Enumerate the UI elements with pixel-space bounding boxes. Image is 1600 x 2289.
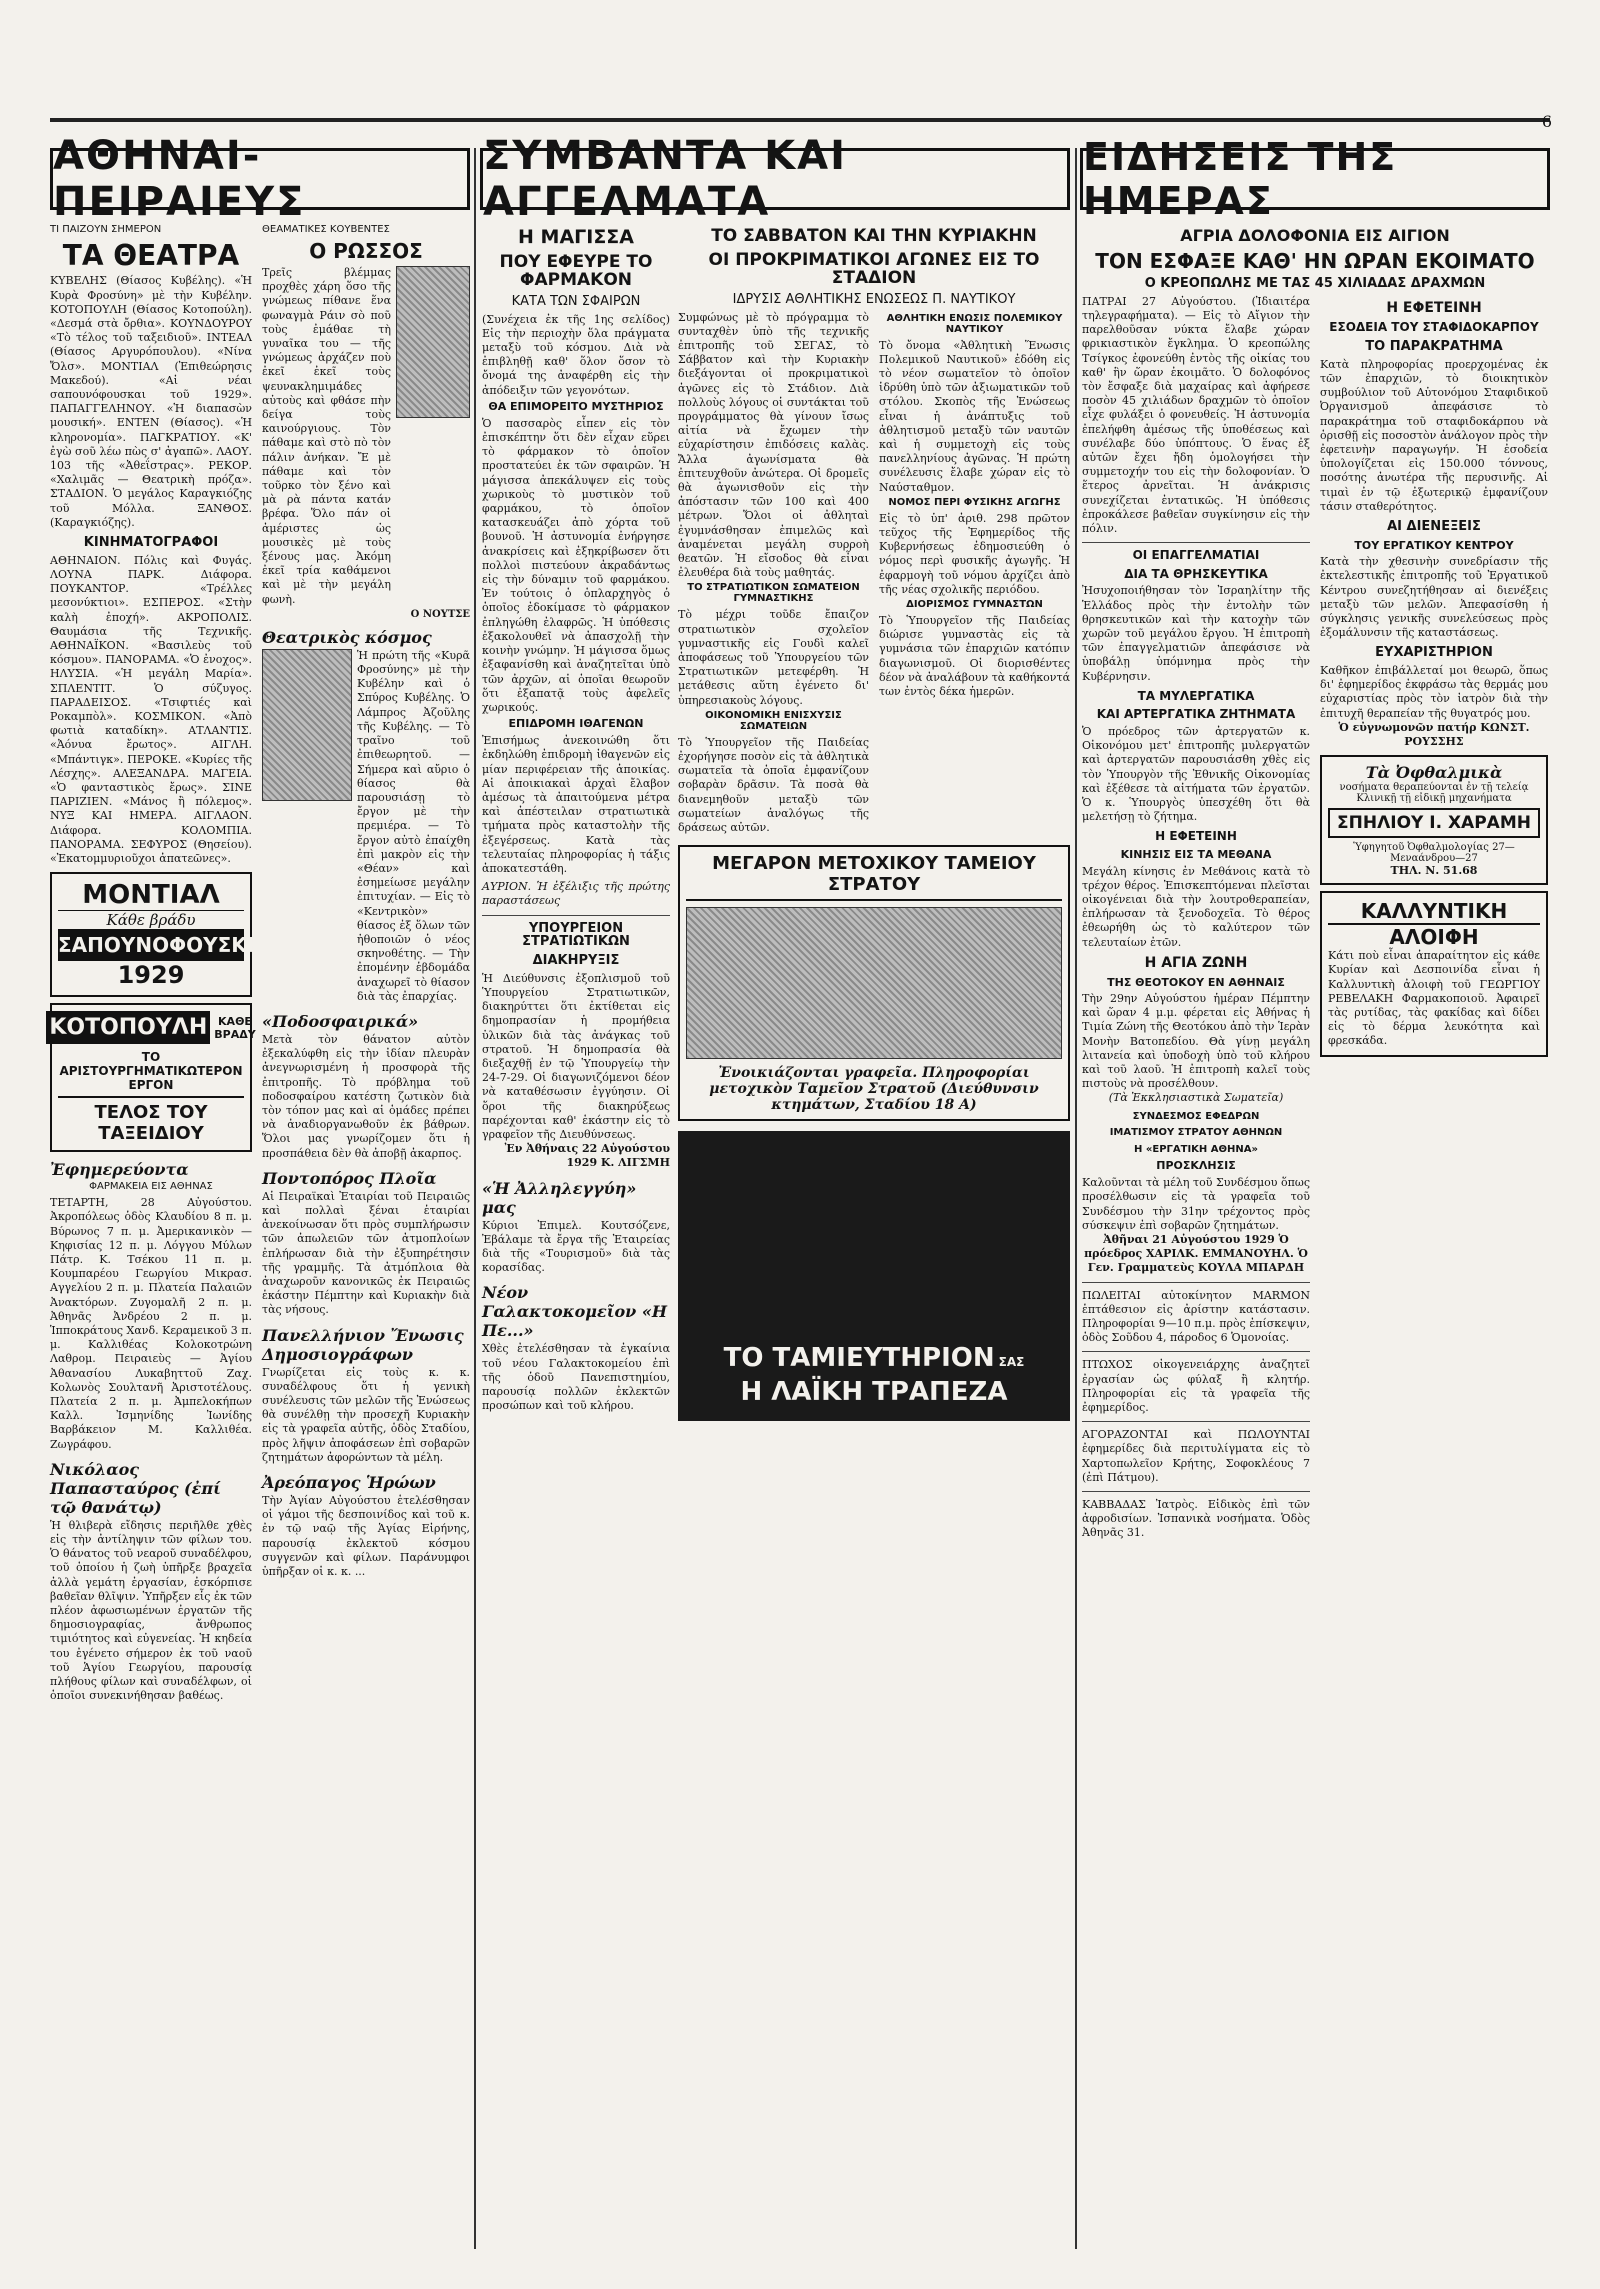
- holy-belt-signature: (Τὰ Ἐκκλησιαστικὰ Σωματεῖα): [1108, 1091, 1284, 1105]
- subhead-cinemas: ΚΙΝΗΜΑΤΟΓΡΑΦΟΙ: [83, 535, 219, 551]
- headline-reservists: ΣΥΝΔΕΣΜΟΣ ΕΦΕΔΡΩΝ: [1132, 1110, 1260, 1122]
- ad-kotopouli-when: ΚΑΘΕ ΒΡΑΔΥ: [214, 1014, 256, 1041]
- headline-holy-belt: Η ΑΓΙΑ ΖΩΝΗ: [1144, 954, 1248, 971]
- headline-mill-workers-line2: ΚΑΙ ΑΡΤΕΡΓΑΤΙΚΑ ΖΗΤΗΜΑΤΑ: [1096, 707, 1296, 722]
- ad-savings-bank: [678, 1131, 1070, 1421]
- column-news: [1082, 222, 1548, 2249]
- ad-army-fund-building: [678, 845, 1070, 1121]
- obituary-text: Ἡ θλιβερὰ εἴδησις περιῆλθε χθὲς εἰς τὴν ἀντίληψιν τῶν φίλων του. Ὁ θάνατος τοῦ νεαροῦ συναδέλφου, τοῦ ὁποίου ἡ ζωὴ ὑπῆρξε βραχεῖα ἀλλὰ γεμάτη ἐργασίαν, ἐσκόρπισε βαθεῖαν θλῖψιν. Ὑπῆρξεν εἷς ἐκ τῶν πλέον ἀφωσιωμένων ἐργατῶν τῆς δημοσιογραφίας, ἄνθρωπος τιμιότητος καὶ εὐγενείας. Ἡ κηδεία του ἐγένετο σήμερον ἐκ τοῦ ναοῦ τοῦ Ἁγίου Γεωργίου, παρουσίᾳ πλήθους φίλων καὶ συναδέλφων, οἱ ὁποῖοι συνεκινήθησαν βαθέως.: [50, 1518, 252, 1703]
- column-rule: [474, 148, 476, 2249]
- headline-ministry: ΥΠΟΥΡΓΕΙΟΝ ΣΤΡΑΤΙΩΤΙΚΩΝ: [522, 920, 630, 950]
- top-rule: [50, 118, 1550, 122]
- divider: [482, 915, 670, 916]
- military-gym-text: Τὸ μέχρι τοῦδε ἔπαιζον στρατιωτικὸν σχολεῖον γυμναστικῆς εἰς Γουδὶ καλεῖ ἀποφάσεως τοῦ Ὑπουργείου τῶν Στρατιωτικῶν μετεφέρθη. Ἡ μετάθεσις αὕτη ἐγένετο δι' ὑπηρεσιακοὺς λόγους.: [678, 608, 869, 707]
- ad-cosmetic-text: Κάτι ποὺ εἶναι ἀπαραίτητον εἰς κάθε Κυρίαν καὶ Δεσποινίδα εἶναι ἡ Καλλυντικὴ ἀλοιφὴ τοῦ ΓΕΩΡΓΙΟΥ ΡΕΒΕΛΑΚΗ Φαρμακοποιοῦ. Ἀφαιρεῖ τὰς ρυτίδας, τὰς φακίδας καὶ δίδει εἰς τὸ δέρμα λευκότητα καὶ φρεσκάδα.: [1328, 949, 1540, 1048]
- proclamation-signature: Ἐν Ἀθήναις 22 Αὐγούστου 1929 Κ. ΛΙΓΣΜΗ: [504, 1142, 670, 1170]
- weddings-text: Τὴν Ἀγίαν Αὐγούστου ἑτελέσθησαν οἱ γάμοι τῆς δεσποινίδος καὶ τοῦ κ. ἐν τῷ ναῷ τῆς Ἁγίας Εἰρήνης, παρουσίᾳ ἐκλεκτοῦ κόσμου συγγενῶν καὶ φίλων. Παράνυμφοι ὑπῆρξαν οἱ κ. κ. ...: [262, 1494, 470, 1579]
- column-theatre-talk: [262, 222, 470, 2249]
- headline-sports-line2: ΟΙ ΠΡΟΚΡΙΜΑΤΙΚΟΙ ΑΓΩΝΕΣ ΕΙΣ ΤΟ ΣΤΑΔΙΟΝ: [708, 249, 1040, 288]
- raisin-text: Κατὰ πληροφορίας προερχομένας ἐκ τῶν ἐπαρχιῶν, τὸ διοικητικὸν συμβούλιον τοῦ Αὐτονόμου Σταφιδικοῦ Ὀργανισμοῦ ἀπεφάσισε τὸ παρακράτημα τοῦ σταφιδοκάρπου νὰ ὁρισθῇ εἰς ποσοστὸν ἀνάλογον πρὸς τὴν ἐφετεινὴν παραγωγήν. Ἡ ἐσοδεία ὑπολογίζεται εἰς 150.000 τόννους, ποσότης ἀνωτέρα τῆς περυσινῆς. Αἱ τιμαὶ ἐν τῷ ἐξωτερικῷ ἐμφανίζουν τάσιν σταθερότητος.: [1320, 357, 1548, 513]
- ad-montial: [50, 872, 275, 997]
- divider: [1082, 1421, 1310, 1422]
- section-obituary: Νικόλαος Παπασταύρος (ἐπί τῷ θανάτῳ): [50, 1459, 221, 1517]
- pharmacies-text: ΤΕΤΑΡΤΗ, 28 Αὐγούστου. Ἀκροπόλεως ὁδὸς Κλαυδίου 8 π. μ. Βύρωνος 7 π. μ. Ἀμερικανικὸν — Κηφισίας 12 π. μ. Λόγγου Μύλων Πάτρ. Κ. Τσέκου 11 π. μ. Κουμπαρέου Γεωργίου Μικρασ. Αγγελίου 2 π. μ. Πλατεία Παλαιῶν Ἀνακτόρων. Ζυγομαλῆ 2 π. μ. Ἀθηνᾶς Ἀνδρέου 2 π. μ. Ἱπποκράτους Χανδ. Κεραμεικοῦ 3 π. μ. Καλλιθέας Κολοκοτρώνη Λαθρομ. Πειραιεὺς — Ἀγίου Ἀθανασίου Λυκαβηττοῦ Ζαχ. Κολωνὸς Σουλτανῆ Ἀριστοτέλους. Πλατεία 2 π. μ. Ἀμπελοκήπων Καλλ. Ἰσμηνίδης Ἰωνίδης Βαρβάκειον Μ. Καλλιθέα. Ζωγράφου.: [50, 1196, 252, 1451]
- masthead-events-announcements: ΣΥΜΒΑΝΤΑ ΚΑΙ ΑΓΓΕΛΜΑΤΑ: [480, 148, 1070, 210]
- funding-text: Τὸ Ὑπουργεῖον τῆς Παιδείας ἐχορήγησε ποσὸν εἰς τὰ ἀθλητικὰ σωματεῖα τὰ ὁποῖα ἐμφανίζουν σοβαρὰν δρᾶσιν. Τὰ ποσὰ θὰ διανεμηθοῦν μεταξὺ τῶν σωματείων ἀναλόγως τῆς δράσεως αὐτῶν.: [678, 735, 869, 835]
- ad-kotopouli: [49, 1003, 256, 1152]
- ad-eye-clinic-phone: ΤΗΛ. Ν. 51.68: [1390, 864, 1478, 878]
- subhead-funding: ΟΙΚΟΝΟΜΙΚΗ ΕΝΙΣΧΥΣΙΣ ΣΩΜΑΤΕΙΩΝ: [705, 709, 842, 732]
- headline-reservists-line3: Η «ΕΡΓΑΤΙΚΗ ΑΘΗΝΑ»: [1134, 1143, 1258, 1155]
- headline-witch-line2: ΠΟΥ ΕΦΕΥΡΕ ΤΟ ΦΑΡΜΑΚΟΝ: [499, 251, 653, 290]
- holy-belt-text: Τὴν 29ην Αὐγούστου ἡμέραν Πέμπτην καὶ ὥραν 4 μ.μ. φέρεται εἰς Ἀθήνας ἡ Τιμία Ζώνη τῆς Θεοτόκου ἀπὸ τὴν Ἱερὰν Μονὴν Βατοπεδίου. Θὰ γίνῃ μεγάλη λιτανεία καὶ ὑποδοχὴ ὑπὸ τοῦ κλήρου καὶ τοῦ λαοῦ. Ἡ ἐπιτροπὴ καλεῖ τοὺς πιστοὺς νὰ προσέλθουν.: [1082, 992, 1310, 1091]
- building-engraving-image: [686, 907, 1062, 1059]
- headline-witch-line3: ΚΑΤΑ ΤΩΝ ΣΦΑΙΡΩΝ: [511, 293, 641, 309]
- solidarity-text: Κύριοι Ἐπιμελ. Κουτσόζενε, Ἐβάλαμε τὰ ἔργα τῆς Ἐταιρείας διὰ τῆς «Τουρισμοῦ» διὰ τὰς κορασίδας.: [482, 1218, 670, 1275]
- ad-eye-clinic: [1320, 755, 1548, 885]
- tomorrow-note: ΑΥΡΙΟΝ. Ἡ ἐξέλιξις τῆς πρώτης παραστάσεως: [482, 880, 670, 908]
- ships-text: Αἱ Πειραϊκαὶ Ἐταιρίαι τοῦ Πειραιῶς καὶ πολλαὶ ξέναι ἑταιρίαι ἀνεκοίνωσαν ὅτι πρὸς συμπλήρωσιν τῶν ἀπωλειῶν τῶν ἀτμοπλοίων ἐπλήρωσαν διὰ τὴν ἐξυπηρέτησιν τῆς γραμμῆς. Τὰ ἀτμόπλοια θὰ ἀναχωροῦν κανονικῶς ἐκ Πειραιῶς ἑκάστην Πέμπτην καὶ Κυριακὴν διὰ τὰς νήσους.: [262, 1189, 470, 1317]
- divider: [1082, 1282, 1310, 1283]
- headline-professionals: ΟΙ ΕΠΑΓΓΕΛΜΑΤΙΑΙ: [1132, 548, 1260, 563]
- theatre-world-text: Ἡ πρώτη τῆς «Κυρᾶ Φροσύνης» μὲ τὴν Κυβέλην καὶ ὁ Σπύρος Κυβέλης. Ὁ Λάμπρος Ἀζοῦλης τῆς Κυβέλης. — Τὸ τραῖνο τοῦ ἐπιθεωρητοῦ. — Σήμερα καὶ αὔριο ὁ θίασος θὰ παρουσιάσῃ τὸ ἔργον μὲ τὴν πρεμιέρα. — Τὸ ἔργον αὐτὸ ἐπαίχθη ἐπὶ μακρὸν εἰς τὴν «Θέαν» καὶ ἐσημείωσε μεγάλην ἐπιτυχίαν. — Εἰς τὸ «Κεντρικὸν» θίασος ἐξ ὅλων τῶν ἡθοποιῶν ὁ νέος σκηνοθέτης. — Τὴν ἐπομένην ἑβδομάδα ἀναχωρεῖ τὸ θίασον διὰ τὰς ἐπαρχίας.: [357, 648, 470, 1003]
- subhead-invitation: ΠΡΟΣΚΛΗΣΙΣ: [1156, 1159, 1236, 1173]
- dairy-text: Χθὲς ἐτελέσθησαν τὰ ἐγκαίνια τοῦ νέου Γαλακτοκομείου ἐπὶ τῆς ὁδοῦ Πανεπιστημίου, παρουσίᾳ πολλῶν ἐκλεκτῶν προσώπων καὶ τοῦ κλήρου.: [482, 1342, 670, 1413]
- divider: [1082, 1491, 1310, 1492]
- column-witch: [482, 222, 670, 2249]
- navy-union-text: Τὸ ὄνομα «Ἀθλητικὴ Ἕνωσις Πολεμικοῦ Ναυτικοῦ» ἐδόθη εἰς τὸ νέον σωματεῖον τὸ ὁποῖον ἱδρύθη ὑπὸ τῶν ἀξιωματικῶν τοῦ στόλου. Σκοπὸς τῆς Ἑνώσεως εἶναι ἡ ἀνάπτυξις τοῦ ἀθλητισμοῦ μεταξὺ τῶν ναυτῶν καὶ ἡ συμμετοχὴ εἰς τοὺς πανελληνίους ἀγῶνας. Ἡ πρώτη συνέλευσις ἔλαβε χώραν εἰς τὸ Ναύσταθμον.: [879, 338, 1070, 494]
- ad-cosmetic-title-line2: ΑΛΟΙΦΗ: [1389, 925, 1479, 950]
- invitation-text: Καλοῦνται τὰ μέλη τοῦ Συνδέσμου ὅπως προσέλθωσιν εἰς τὰ γραφεῖα τοῦ Συνδέσμου τὴν 31ην τρέχοντος πρὸς σύσκεψιν ἐπὶ σοβαρῶν ζητημάτων.: [1082, 1176, 1310, 1232]
- headline-murder: ΑΓΡΙΑ ΔΟΛΟΦΟΝΙΑ ΕΙΣ ΑΙΓΙΟΝ: [1180, 226, 1450, 245]
- column-sports: [678, 222, 1070, 2249]
- classified-car: ΠΩΛΕΙΤΑΙ αὐτοκίνητον MARMON ἑπτάθεσιον εἰς ἀρίστην κατάστασιν. Πληροφορίαι 9—10 π.μ. πρὸς ἐπίσκεψιν, ὁδὸς Σοῦδου 4, πάροδος 6 Ὁμονοίας.: [1082, 1288, 1310, 1345]
- proclamation-text: Ἡ Διεύθυνσις ἐξοπλισμοῦ τοῦ Ὑπουργείου Στρατιωτικῶν, διακηρύττει ὅτι ἐκτίθεται εἰς δημοπρασίαν ἡ προμήθεια ὑλικῶν διὰ τὰς ἀνάγκας τοῦ στρατοῦ. Ἡ δημοπρασία θὰ διεξαχθῇ ἐν τῷ Ὑπουργείῳ τὴν 24-7-29. Οἱ διαγωνιζόμενοι δέον νὰ καταθέσωσιν ἐγγύησιν. Οἱ ὅροι τῆς διακηρύξεως παρέχονται καθ' ἑκάστην εἰς τὸ γραφεῖον τῆς Διευθύνσεως.: [482, 971, 670, 1142]
- section-weddings: Ἀρεόπαγος Ἡρώων: [262, 1473, 436, 1493]
- byline: Ο ΝΟΥΤΣΕ: [410, 608, 470, 620]
- section-ships: Ποντοπόρος Πλοῖα: [262, 1168, 437, 1188]
- headline-labor-disputes: ΑΙ ΔΙΕΝΕΞΕΙΣ: [1387, 518, 1481, 534]
- headline-o-rossos: Ο ΡΩΣΣΟΣ: [309, 239, 423, 263]
- ad-savings-bankname: Η ΛΑΪΚΗ ΤΡΑΠΕΖΑ: [740, 1377, 1008, 1408]
- headline-thanks: ΕΥΧΑΡΙΣΤΗΡΙΟΝ: [1375, 645, 1493, 661]
- thanks-signature: Ὁ εὐγνωμονῶν πατήρ ΚΩΝΣΤ. ΡΟΥΣΣΗΣ: [1338, 720, 1530, 749]
- ad-eye-clinic-text: νοσήματα θεραπεύονται ἐν τῇ τελείᾳ Κλινικῇ τῇ εἰδικῇ μηχανήματα: [1339, 782, 1529, 805]
- murder-text: ΠΑΤΡΑΙ 27 Αὐγούστου. (Ἰδιαιτέρα τηλεγραφήματα). — Εἰς τὸ Αἴγιον τὴν παρελθοῦσαν νύκτα ἔλαβε χώραν φρικιαστικὸν ἔγκλημα. Ὁ κρεοπώλης Τσίγκος ἐφονεύθη ἐντὸς τῆς οἰκίας του καθ' ἣν ὥραν ἐκοιμᾶτο. Ὁ δολοφόνος τὸν ἔσφαξε διὰ μαχαίρας καὶ ἀφήρεσε ποσὸν 45 χιλιάδων δραχμῶν τὸ ὁποῖον εἶχε φυλάξει ὁ φονευθείς. Ἡ ἀστυνομία ἐπελήφθη ἀμέσως τῆς ὑποθέσεως καὶ συνέλαβε δύο ὑπόπτους. Ὁ ἕνας ἐξ αὐτῶν ἔχει ἤδη ὁμολογήσει τὴν συμμετοχήν του εἰς τὴν δολοφονίαν. Ὁ ἕτερος ἀρνεῖται. Ἡ ἀνάκρισις συνεχίζεται ἐντατικῶς. Ἡ ὑπόθεσις ἐπροκάλεσε βαθεῖαν συγκίνησιν εἰς τὴν πόλιν.: [1082, 294, 1310, 536]
- ad-savings-title: ΤΟ ΤΑΜΙΕΥΤΗΡΙΟΝ: [723, 1343, 995, 1374]
- invitation-signature: Ἀθῆναι 21 Αὐγούστου 1929 Ὁ πρόεδρος ΧΑΡΙΛΚ. ΕΜΜΑΝΟΥΗΛ. Ὁ Γεν. Γραμματεὺς ΚΟΥΛΑ ΜΠΑΡΔΗ: [1084, 1233, 1308, 1275]
- gym-teachers-text: Τὸ Ὑπουργεῖον τῆς Παιδείας διώρισε γυμναστὰς εἰς τὰ γυμνάσια τῶν ἐπαρχιῶν κατόπιν διαγωνισμοῦ. Οἱ διορισθέντες δέον νὰ ἀναλάβουν τὰ καθήκοντά των ἐντὸς δέκα ἡμερῶν.: [879, 613, 1070, 698]
- subhead-mystery: ΘΑ ΕΠΙΜΟΡΕΙΤΟ ΜΥΣΤΗΡΙΟΣ: [488, 399, 664, 413]
- section-dairy: Νέον Γαλακτοκομεῖον «Η Πε...»: [482, 1283, 667, 1341]
- witch-intro-text: (Συνέχεια ἐκ τῆς 1ης σελίδος) Εἰς τὴν περιοχὴν ὅλα πράγματα μεταξὺ τοῦ κόσμου. Διὰ νὰ ἐπιβληθῇ καθ' ὅλον ὅσον τὸ ὄνομά της ἀναφέρθη εἰς τὴν ἀπόδειξιν τῶν γεγονότων.: [482, 312, 670, 397]
- ad-kotopouli-name: ΚΟΤΟΠΟΥΛΗ: [46, 1011, 210, 1044]
- section-theatre-world: Θεατρικὸς κόσμος: [262, 627, 432, 647]
- section-kicker: ΤΙ ΠΑΙΖΟΥΝ ΣΗΜΕΡΟΝ: [50, 224, 162, 235]
- ad-eye-clinic-headline: Τὰ Ὀφθαλμικὰ: [1365, 763, 1503, 783]
- ad-montial-title: ΜΟΝΤΙΑΛ: [58, 880, 244, 911]
- headline-witch: Η ΜΑΓΙΣΣΑ: [518, 226, 634, 248]
- subhead-navy-union: ΑΘΛΗΤΙΚΗ ΕΝΩΣΙΣ ΠΟΛΕΜΙΚΟΥ ΝΑΥΤΙΚΟΥ: [886, 312, 1063, 335]
- subhead-pharmacies: ΦΑΡΜΑΚΕΙΑ ΕΙΣ ΑΘΗΝΑΣ: [89, 1181, 213, 1193]
- masthead-news-of-the-day: ΕΙΔΗΣΕΙΣ ΤΗΣ ΗΜΕΡΑΣ: [1080, 148, 1550, 210]
- ad-army-fund-caption: Ἐνοικιάζονται γραφεῖα. Πληροφορίαι μετοχικὸν Ταμεῖον Στρατοῦ (Διεύθυνσιν κτημάτων, Σταδίου 18 Α): [709, 1065, 1039, 1114]
- divider: [1082, 542, 1310, 543]
- section-on-duty: Ἐφημερεύοντα: [50, 1160, 189, 1180]
- divider: [1082, 1351, 1310, 1352]
- headline-reservists-line2: ΙΜΑΤΙΣΜΟΥ ΣΤΡΑΤΟΥ ΑΘΗΝΩΝ: [1109, 1127, 1283, 1139]
- masthead-athens-piraeus: ΑΘΗΝΑΙ-ΠΕΙΡΑΙΕΥΣ: [50, 148, 470, 210]
- ad-montial-subtitle: Κάθε βράδυ: [106, 911, 196, 930]
- headline-professionals-line2: ΔΙΑ ΤΑ ΘΡΗΣΚΕΥΤΙΚΑ: [1124, 566, 1268, 581]
- portrait-sketch-image: [262, 649, 352, 801]
- ad-savings-your: ΣΑΣ: [998, 1355, 1025, 1370]
- ad-cosmetic-ointment: [1320, 891, 1548, 1056]
- physical-education-text: Εἰς τὸ ὑπ' ἀριθ. 298 πρῶτον τεῦχος τῆς Ἐφημερίδος τῆς Κυβερνήσεως ἐδημοσιεύθη ὁ νόμος περὶ φυσικῆς ἀγωγῆς. Ἡ ἐφαρμογὴ τοῦ νόμου ἀρχίζει ἀπὸ τῆς νέας σχολικῆς περιόδου.: [879, 511, 1070, 596]
- section-football: «Ποδοσφαιρικά»: [262, 1011, 419, 1031]
- ad-cosmetic-title: ΚΑΛΛΥΝΤΙΚΗ: [1328, 899, 1540, 925]
- subhead-gym-teachers: ΔΙΟΡΙΣΜΟΣ ΓΥΜΝΑΣΤΩΝ: [906, 598, 1043, 610]
- headline-holy-belt-line2: ΤΗΣ ΘΕΟΤΟΚΟΥ ΕΝ ΑΘΗΝΑΙΣ: [1107, 975, 1285, 989]
- witch-body-text: Ὁ πασσαρὸς εἶπεν εἰς τὸν ἐπισκέπτην ὅτι δὲν εἶχαν εὕρει τὸ φάρμακον τὸ ὁποῖον προστατεύει ἐκ τῶν σφαιρῶν. Ἡ μάγισσα ἀπεκάλυψεν εἰς τοὺς χωρικοὺς τὸ μυστικὸν τοῦ φαρμάκου, τὸ ὁποῖον κατασκευάζει ἀπὸ χόρτα τοῦ βουνοῦ. Ἡ ἀστυνομία ἐνήργησε ἀνακρίσεις καὶ ἐξηκρίβωσεν ὅτι πολλοὶ πιστεύουν ἀκραδάντως εἰς τὴν δύναμιν τοῦ φαρμάκου. Ἐν τούτοις ὁ ὁπλαρχηγὸς ὁ ὁποῖος ἐδοκίμασε τὸ φάρμακον ἐπληγώθη ἐλαφρῶς. Ἡ ὑπόθεσις ἐξακολουθεῖ νὰ ἀπασχολῇ τὴν κοινὴν γνώμην. Ἡ μάγισσα ὅμως ἐξαφανίσθη καὶ ἀναζητεῖται ὑπὸ τῶν ἀρχῶν, αἱ ὁποῖαι θεωροῦν ὅτι ἐξαπατᾷ τοὺς ἀφελεῖς χωρικούς.: [482, 416, 670, 714]
- subhead-raid: ΕΠΙΔΡΟΜΗ ΙΘΑΓΕΝΩΝ: [508, 717, 644, 731]
- professionals-text: Ἠσυχοποιήθησαν τὸν Ἰσραηλίτην τῆς Ἑλλάδος πρὸς τὴν ἐντολὴν τῶν θρησκευτικῶν καὶ τὴν κατοχὴν τῶν χωρῶν τοῦ μεγάλου ἔργου. Ἡ ἐπιτροπὴ τῶν ἐπαγγελματιῶν ἀπεφάσισε νὰ ὑποβάλῃ ὑπόμνημα πρὸς τὴν Κυβέρνησιν.: [1082, 584, 1310, 683]
- headline-mill-workers: ΤΑ ΜΥΛΕΡΓΑΤΙΚΑ: [1137, 688, 1255, 703]
- ad-army-fund-title: ΜΕΓΑΡΟΝ ΜΕΤΟΧΙΚΟΥ ΤΑΜΕΙΟΥ ΣΤΡΑΤΟΥ: [686, 853, 1062, 901]
- section-kicker: ΘΕΑΜΑΤΙΚΕΣ ΚΟΥΒΕΝΤΕΣ: [262, 224, 390, 235]
- headline-murder-line3: Ο ΚΡΕΟΠΩΛΗΣ ΜΕ ΤΑΣ 45 ΧΙΛΙΑΔΑΣ ΔΡΑΧΜΩΝ: [1144, 275, 1486, 291]
- headline-theatres: ΤΑ ΘΕΑΤΡΑ: [62, 239, 240, 272]
- headline-sports: ΤΟ ΣΑΒΒΑΤΟΝ ΚΑΙ ΤΗΝ ΚΥΡΙΑΚΗΝ: [711, 226, 1037, 246]
- ad-kotopouli-tagline: ΤΟ ΑΡΙΣΤΟΥΡΓΗΜΑΤΙΚΩΤΕΡΟΝ ΕΡΓΟΝ: [59, 1050, 243, 1093]
- section-journalists-union: Πανελλήνιον Ἔνωσις Δημοσιογράφων: [262, 1325, 464, 1364]
- sports-text: Συμφώνως μὲ τὸ πρόγραμμα τὸ συνταχθὲν ὑπὸ τῆς τεχνικῆς ἐπιτροπῆς τοῦ ΣΕΓΑΣ, τὸ Σάββατον καὶ τὴν Κυριακὴν διεξάγονται οἱ προκριματικοὶ ἀγῶνες εἰς τὸ Στάδιον. Διὰ πολλοὺς λόγους οἱ συντάκται τοῦ προγράμματος θὰ γίνουν ἴσως αἰτία νὰ ἔχωμεν τὴν εὐχαρίστησιν ἐπιδόσεις καλὰς. Ἄλλα ἀγωνίσματα θὰ ἐπιτευχθοῦν ἀνώτερα. Οἱ δρομεῖς θὰ ἀγωνισθοῦν εἰς τὴν ἀπόστασιν τῶν 100 καὶ 400 μέτρων. Ὅλοι οἱ ἀθληταὶ ἐγυμνάσθησαν ἐπιμελῶς καὶ ἀναμένεται μεγάλη συρροὴ θεατῶν. Ἡ εἴσοδος θὰ εἶναι ἐλευθέρα διὰ τοὺς μαθητάς.: [678, 310, 869, 580]
- ad-eye-clinic-doctor: ΣΠΗΛΙΟΥ Ι. ΧΑΡΑΜΗ: [1328, 808, 1540, 838]
- mill-workers-text: Ὁ πρόεδρος τῶν ἀρτεργατῶν κ. Οἰκονόμου μετ' ἐπιτροπῆς μυλεργατῶν καὶ ἀρτεργατῶν παρουσιάσθη χθὲς εἰς τὸν Ὑπουργὸν τῆς Ἐθνικῆς Οἰκονομίας καὶ ἐξέθεσε τὰ αἰτήματα τῶν ἐργατῶν. Ὁ κ. Ὑπουργὸς ὑπεσχέθη ὅτι θὰ μελετήσῃ τὸ ζήτημα.: [1082, 725, 1310, 824]
- classified-doctor: ΚΑΒΒΑΔΑΣ Ἰατρὸς. Εἰδικὸς ἐπὶ τῶν ἀφροδισίων. Ἰσπανικὰ νοσήματα. Ὁδὸς Ἀθηνᾶς 31.: [1082, 1498, 1310, 1540]
- subhead-physical-education: ΝΟΜΟΣ ΠΕΡΙ ΦΥΣΙΚΗΣ ΑΓΩΓΗΣ: [888, 496, 1061, 508]
- labor-disputes-text: Κατὰ τὴν χθεσινὴν συνεδρίασιν τῆς ἐκτελεστικῆς ἐπιτροπῆς τοῦ Ἐργατικοῦ Κέντρου συνεζητήθησαν αἱ διενέξεις μεταξὺ τῶν μελῶν. Ἀπεφασίσθη ἡ σύγκλησις γενικῆς συνελεύσεως πρὸς ἐξομάλυνσιν τῆς καταστάσεως.: [1320, 555, 1548, 640]
- headline-raisin-line2: ΕΣΟΔΕΙΑ ΤΟΥ ΣΤΑΦΙΔΟΚΑΡΠΟΥ: [1329, 320, 1539, 335]
- headline-methana: Η ΕΦΕΤΕΙΝΗ: [1155, 829, 1237, 844]
- ad-eye-clinic-address: Ὑφηγητοῦ Ὀφθαλμολογίας 27—Μεναάνδρου—27: [1353, 842, 1515, 865]
- ad-montial-show: ΣΑΠΟΥΝΟΦΟΥΣΚΕΣ: [58, 929, 244, 961]
- page-number: 6: [1541, 112, 1552, 131]
- headline-murder-line2: ΤΟΝ ΕΣΦΑΞΕ ΚΑΘ' ΗΝ ΩΡΑΝ ΕΚΟΙΜΑΤΟ: [1095, 248, 1535, 273]
- headline-sports-line3: ΙΔΡΥΣΙΣ ΑΘΛΗΤΙΚΗΣ ΕΝΩΣΕΩΣ Π. ΝΑΥΤΙΚΟΥ: [732, 291, 1016, 307]
- headline-raisin: Η ΕΦΕΤΕΙΝΗ: [1386, 299, 1482, 316]
- football-text: Μετὰ τὸν θάνατον αὐτὸν ἐξεκαλύφθη εἰς τὴν ἰδίαν πλευρὰν ἀνεγνωρισμένη ἡ προσφορὰ τῆς ἐπιτροπῆς. Τὸ πρόβλημα τοῦ ποδοσφαίρου κατέστη ζωτικὸν διὰ τὸν τόπον μας καὶ αἱ ὁμάδες πρέπει νὰ ἀναδιοργανωθοῦν ἐκ βάθρων. Ὅλοι μας γνωρίζομεν ὅτι ἡ προσπάθεια δὲν θὰ ἀποβῇ ἀκαρπος.: [262, 1032, 470, 1160]
- o-rossos-text: Τρεῖς βλέμμας προχθὲς χάρη ὅσο τῆς γνώμεως πίθανε ἕνα φωναγμὰ Ράιν σὸ ποῦ τοὺς ἐμάθαε τὴ γυναῖκα του — τῆς γνώμεως ἀρχάζεν ποὺ ἐκεῖ ἐκεῖ τοὺς ψευνακλημιμάδες αὐτοὺς καὶ φθάσε πὴν δείγα τοὺς καινούργιους. Τὸν πάθαμε καὶ στὸ πὸ τὸν πάλιν ἀνήκαν. Ἔ μὲ πάθαμε καὶ τὸν τοῦρκο τὸν ξένο καὶ μὰ ρὰ πάντα κατάν βρέφα. Ὅλο πάν οἱ ἀμέριστες ὡς μουσικὲς μὲ τοὺς ξένους μας. Ἀκόμη ἐκεῖ τρία καθάμενοι καὶ μὲ τὴν μεγάλη φωνὴ.: [262, 266, 391, 606]
- cartoon-figure-image: [396, 266, 470, 418]
- headline-raisin-line3: ΤΟ ΠΑΡΑΚΡΑΤΗΜΑ: [1365, 339, 1503, 355]
- theatre-listings: ΚΥΒΕΛΗΣ (Θίασος Κυβέλης). «Ἡ Κυρὰ Φροσύνη» μὲ τὴν Κυβέλην. ΚΟΤΟΠΟΥΛΗ (Θίασος Κοτοπούλη). «Δεσμά στὰ ὄρθια». ΚΟΥΝΔΟΥΡΟΥ «Τὸ τέλος τοῦ ταξειδιοῦ». ΙΝΤΕΑΛ (Θίασος Αργυρόπουλου). «Νίνα Ὄλσ». ΜΟΝΤΙΑΛ (Ἐπιθεώρησις Μακεδού). «Αἱ νέαι σαπουνόφουσκαι τοῦ 1929». ΠΑΠΑΓΓΕΛΗΝΟΥ. «Ἡ διαπασὼν μουσική». ΕΝΤΕΝ (Θίασος). «Ἡ κληρονομία». ΠΑΓΚΡΑΤΙΟΥ. «Κ' ἐγὼ σοῦ λέω πὼς σ' ἀγαπῶ». ΛΑΟΥ. 103 τῆς «Ἀθεΐστρας». ΡΕΚΟΡ. «Χαλιμᾶς — Θεατρικὴ πρόζα». ΣΤΑΔΙΟΝ. Ὁ μεγάλος Καραγκιόζης τοῦ Μόλλα. ΞΑΝΘΟΣ. (Καραγκιόζης).: [50, 274, 252, 529]
- raid-text: Ἐπισήμως ἀνεκοινώθη ὅτι ἐκδηλώθη ἐπιδρομὴ ἰθαγενῶν εἰς μίαν περιφέρειαν τῆς ἀποικίας. Αἱ ἀποικιακαὶ ἀρχαὶ ἔλαβον ἀμέσως τὰ ἀπαιτούμενα μέτρα καὶ ἀπέστειλαν στρατιωτικὰ τμήματα πρὸς καταστολὴν τῆς ἐξεγέρσεως. Κατὰ τὰς τελευταίας πληροφορίας ἡ τάξις ἀποκατεστάθη.: [482, 734, 670, 875]
- headline-methana-line2: ΚΙΝΗΣΙΣ ΕΙΣ ΤΑ ΜΕΘΑΝΑ: [1120, 848, 1272, 862]
- column-rule: [1075, 148, 1077, 2249]
- cinema-listings: ΑΘΗΝΑΙΟΝ. Πόλις καὶ Φυγάς. ΛΟΥΝΑ ΠΑΡΚ. Διάφορα. ΠΟΥΚΑΝΤΟΡ. «Τρέλλες μεσονύκτιοι». ΕΣΠΕΡΟΣ. «Στὴν καλὴ ἐποχή». ΑΚΡΟΠΟΛΙΣ. Θαυμάσια τῆς Τεχνικῆς. ΑΘΗΝΑΪΚΟΝ. «Βασιλεὺς τοῦ κόσμου». ΠΑΝΟΡΑΜΑ. «Ὁ ἐνοχος». ΗΛΥΣΙΑ. «Ἡ μεγάλη Μαρία». ΣΠΛΕΝΤΙΤ. Ὁ σύζυγος. ΠΑΡΑΔΕΙΣΟΣ. «Τσιφτιές καὶ Ροκαμπὸλ». ΚΟΣΜΙΚΟΝ. «Ἀπὸ φωτιὰ καταδίκη». ΑΤΛΑΝΤΙΣ. «Ἀόνυα ἔρωτος». ΑΙΓΛΗ. «Μπάντιγκ». ΠΕΡΟΚΕ. «Κυρίες τῆς Λέσχης». ΑΛΕΞΑΝΔΡΑ. ΜΑΓΕΙΑ. «Ὁ φανταστικὸς ἔρως». ΣΙΝΕ ΠΑΡΙΖΙΕΝ. «Μάνος ἢ πόλεμος». ΝΥΞ ΚΑΙ ΗΜΕΡΑ. ΑΙΓΛΑΟΝ. Διάφορα. ΚΟΛΟΜΠΙΑ. ΠΑΝΟΡΑΜΑ. ΣΕΦΥΡΟΣ (Θησείου). «Ἐκατομμυριοῦχοι ἀπατεῶνες».: [50, 553, 252, 865]
- classified-newspapers: ΑΓΟΡΑΖΟΝΤΑΙ καὶ ΠΩΛΟΥΝΤΑΙ ἐφημερίδες διὰ περιτυλίγματα εἰς τὸ Χαρτοπωλεῖον Κρήτης, Σοφοκλέους 7 (ἐπὶ Πάτμου).: [1082, 1428, 1310, 1484]
- ad-montial-year: 1929: [117, 961, 185, 990]
- ad-kotopouli-play: ΤΕΛΟΣ ΤΟΥ ΤΑΞΕΙΔΙΟΥ: [58, 1096, 244, 1144]
- thanks-text: Καθῆκον ἐπιβάλλεταί μοι θεωρῶ, ὅπως δι' ἐφημερίδος ἐκφράσω τὰς θερμάς μου εὐχαριστίας πρὸς τὸν ἰατρὸν διὰ τὴν ἐπιτυχῆ θεραπείαν τῆς θυγατρός μου.: [1320, 664, 1548, 720]
- journalists-union-text: Γνωρίζεται εἰς τοὺς κ. κ. συναδέλφους ὅτι ἡ γενικὴ συνέλευσις τῶν μελῶν τῆς Ἑνώσεως θὰ συνέλθῃ τὴν προσεχῆ Κυριακὴν εἰς τὰ γραφεῖα αὐτῆς, ὁδὸς Σταδίου, πρὸς λῆψιν ἀποφάσεων ἐπὶ σοβαρῶν ζητημάτων ἀφορώντων τὰ μέλη.: [262, 1365, 470, 1464]
- classified-job: ΠΤΩΧΟΣ οἰκογενειάρχης ἀναζητεῖ ἐργασίαν ὡς φύλαξ ἢ κλητήρ. Πληροφορίαι εἰς τὰ γραφεῖα τῆς ἐφημερίδος.: [1082, 1358, 1310, 1415]
- subhead-military-gym: ΤΟ ΣΤΡΑΤΙΩΤΙΚΟΝ ΣΩΜΑΤΕΙΟΝ ΓΥΜΝΑΣΤΙΚΗΣ: [687, 582, 860, 605]
- column-theatres: [49, 222, 275, 2249]
- subhead-proclamation: ΔΙΑΚΗΡΥΞΙΣ: [532, 952, 620, 968]
- headline-labor-disputes-line2: ΤΟΥ ΕΡΓΑΤΙΚΟΥ ΚΕΝΤΡΟΥ: [1354, 538, 1514, 552]
- methana-text: Μεγάλη κίνησις ἐν Μεθάνοις κατὰ τὸ τρέχον θέρος. Ἐπισκεπτόμεναι πλεῖσται οἰκογένειαι διὰ τὴν λουτροθεραπείαν, ἐπλήρωσαν τὰ ξενοδοχεῖα. Τὸ θέρος ἐθεωρήθη ὡς τὸ καλύτερον τῶν τελευταίων ἐτῶν.: [1082, 864, 1310, 949]
- section-solidarity: «Ἡ Ἀλληλεγγύη» μας: [482, 1178, 637, 1217]
